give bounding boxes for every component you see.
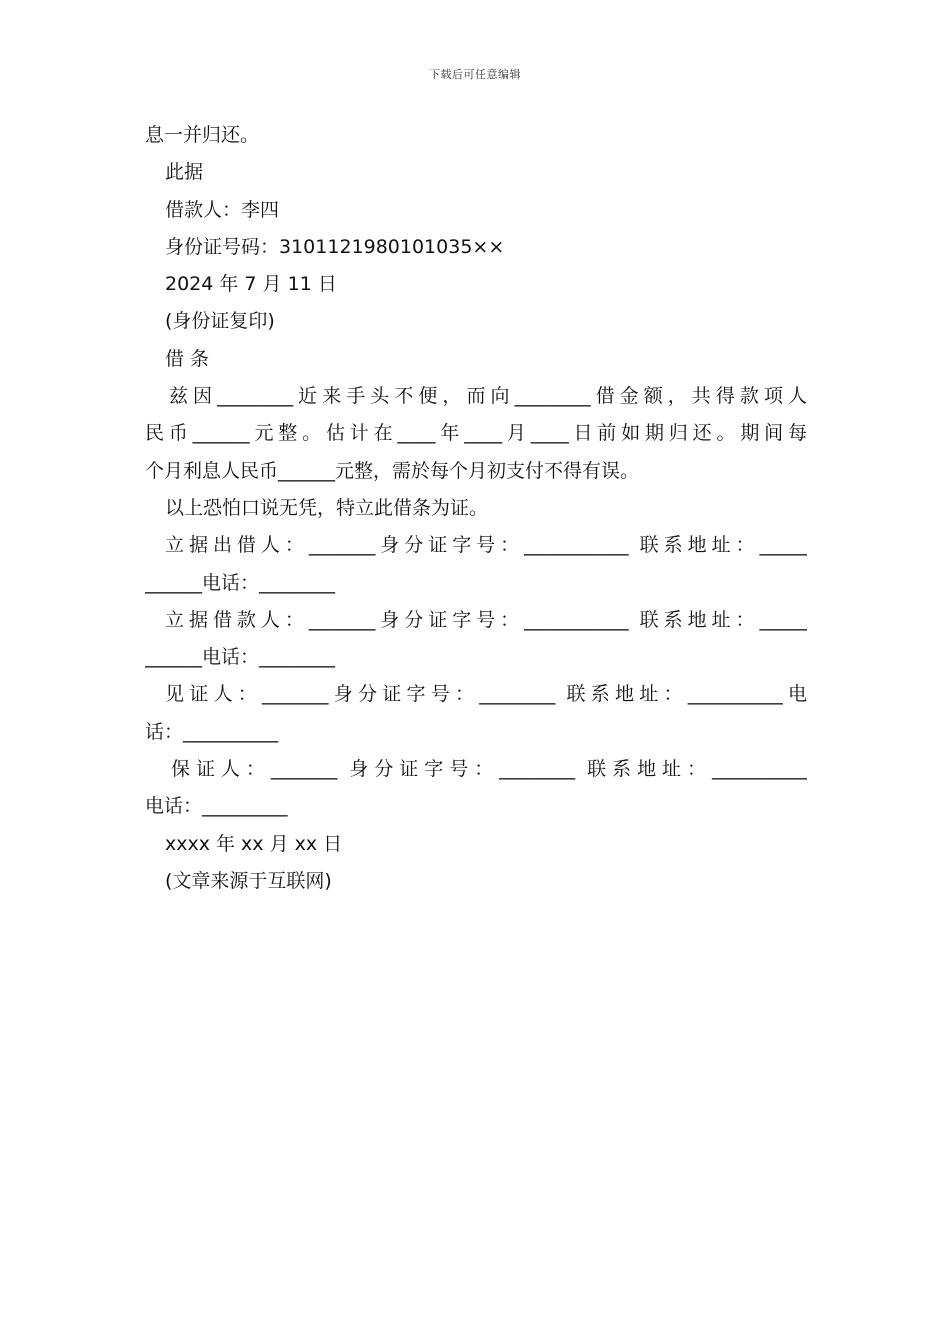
paragraph-line: 个月利息人民币______元整，需於每个月初支付不得有误。	[145, 459, 640, 482]
guarantor-info-line: 保证人：_______ 身分证字号：________ 联系地址：__________	[171, 758, 807, 781]
document-body	[145, 117, 807, 900]
source-note: (文章来源于互联网)	[165, 869, 332, 892]
page-header: 下载后可任意编辑	[429, 68, 521, 81]
witness-info-line: 见证人：_______身分证字号：________ 联系地址：__________电	[165, 683, 807, 706]
witness-info-line: 话：__________	[145, 720, 279, 743]
date-line: xxxx 年 xx 月 xx 日	[165, 832, 343, 855]
lender-info-line: 立据出借人：_______身分证字号：___________ 联系地址：_____	[165, 534, 807, 557]
borrower-name-line: 借款人：李四	[165, 198, 280, 221]
paragraph-line: 民币______元整。估计在____年____月____日前如期归还。期间每	[145, 422, 807, 445]
text-line: 此据	[165, 161, 204, 184]
paragraph-line: 以上恐怕口说无凭，特立此借条为证。	[165, 496, 489, 519]
borrower-info-line: ______电话：________	[145, 646, 336, 669]
guarantor-info-line: 电话：_________	[145, 795, 288, 818]
section-title: 借 条	[165, 347, 210, 370]
date-line: 2024 年 7 月 11 日	[165, 273, 337, 296]
borrower-info-line: 立据借款人：_______身分证字号：___________ 联系地址：_____	[165, 608, 807, 631]
text-line: (身份证复印)	[165, 310, 275, 333]
id-number-line: 身份证号码：3101121980101035××	[165, 235, 505, 258]
paragraph-line: 兹因________近来手头不便，而向________借金额，共得款项人	[169, 385, 807, 408]
lender-info-line: ______电话：________	[145, 571, 336, 594]
text-line: 息一并归还。	[145, 124, 260, 146]
